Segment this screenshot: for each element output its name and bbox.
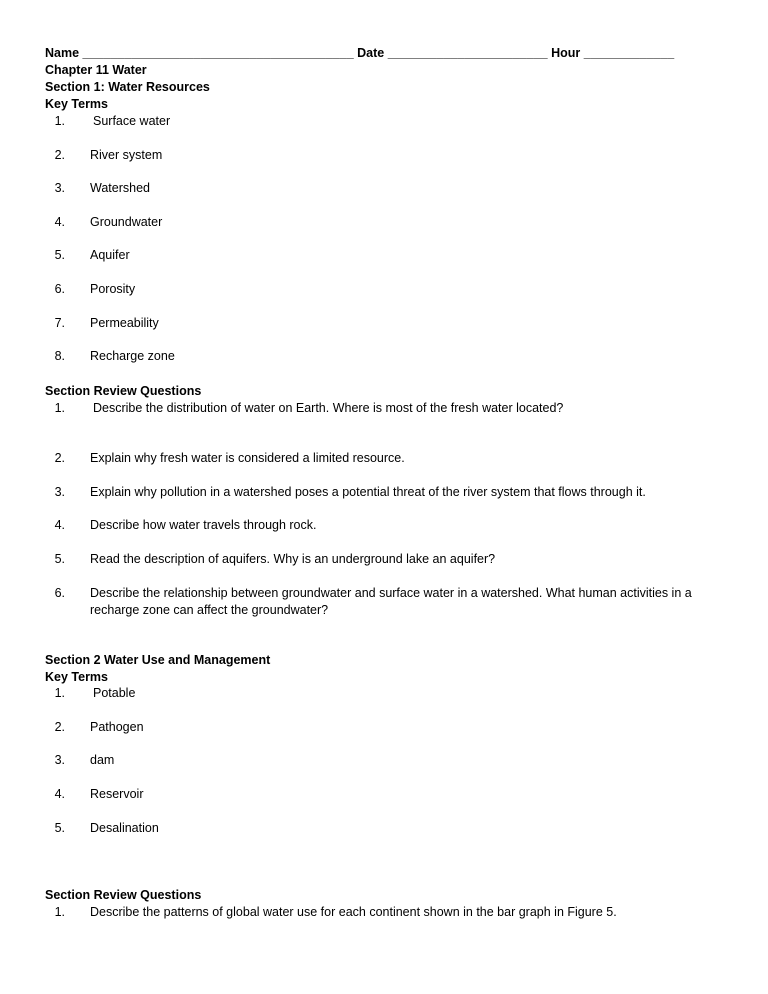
item-text: Read the description of aquifers. Why is an underground lake an aquifer?: [90, 552, 496, 566]
item-number: 8.: [54, 349, 65, 363]
item-text: Describe the relationship between groundwater and surface water in a watershed. What human activities in a: [90, 586, 692, 600]
item-number: 1.: [54, 686, 65, 700]
item-number: 7.: [54, 316, 65, 330]
item-number: 1.: [54, 114, 65, 128]
item-text: recharge zone can affect the groundwater?: [90, 603, 329, 617]
item-text: Pathogen: [90, 720, 144, 734]
chapter-title: Chapter 11 Water: [45, 63, 147, 77]
item-text: Describe the patterns of global water use for each continent shown in the bar graph in Figure 5.: [90, 905, 617, 919]
item-number: 2.: [54, 148, 65, 162]
item-number: 1.: [54, 905, 65, 919]
item-text: River system: [90, 148, 163, 162]
item-number: 5.: [54, 552, 65, 566]
item-text: Groundwater: [90, 215, 163, 229]
item-number: 1.: [54, 401, 65, 415]
item-number: 3.: [54, 485, 65, 499]
item-number: 4.: [54, 787, 65, 801]
item-number: 5.: [54, 248, 65, 262]
section1-review-label: Section Review Questions: [45, 384, 202, 398]
hour-label: Hour: [551, 46, 581, 60]
section2-key-terms-label: Key Terms: [45, 670, 108, 684]
item-text: dam: [90, 753, 115, 767]
header-line: [45, 45, 674, 62]
item-number: 4.: [54, 215, 65, 229]
item-text: Reservoir: [90, 787, 144, 801]
item-number: 6.: [54, 282, 65, 296]
item-text: Watershed: [90, 181, 150, 195]
section2-title: Section 2 Water Use and Management: [45, 653, 271, 667]
item-text: Explain why pollution in a watershed poses a potential threat of the river system that flows through it.: [90, 485, 646, 499]
item-number: 2.: [54, 451, 65, 465]
item-text: Recharge zone: [90, 349, 175, 363]
item-text: Surface water: [93, 114, 171, 128]
item-number: 3.: [54, 753, 65, 767]
item-text: Aquifer: [90, 248, 130, 262]
item-number: 6.: [54, 586, 65, 600]
section1-title: Section 1: Water Resources: [45, 80, 210, 94]
hour-blank: _____________: [583, 46, 675, 60]
item-text: Describe the distribution of water on Earth. Where is most of the fresh water located?: [93, 401, 564, 415]
name-blank: _______________________________________: [82, 46, 354, 60]
item-number: 5.: [54, 821, 65, 835]
item-number: 4.: [54, 518, 65, 532]
section2-review-label: Section Review Questions: [45, 888, 202, 902]
item-number: 3.: [54, 181, 65, 195]
item-number: 2.: [54, 720, 65, 734]
section1-key-terms-label: Key Terms: [45, 97, 108, 111]
item-text: Explain why fresh water is considered a limited resource.: [90, 451, 405, 465]
name-label: Name: [45, 46, 80, 60]
item-text: Porosity: [90, 282, 136, 296]
item-text: Potable: [93, 686, 136, 700]
item-text: Describe how water travels through rock.: [90, 518, 317, 532]
date-blank: _______________________: [387, 46, 548, 60]
date-label: Date: [357, 46, 385, 60]
item-text: Desalination: [90, 821, 159, 835]
item-text: Permeability: [90, 316, 159, 330]
